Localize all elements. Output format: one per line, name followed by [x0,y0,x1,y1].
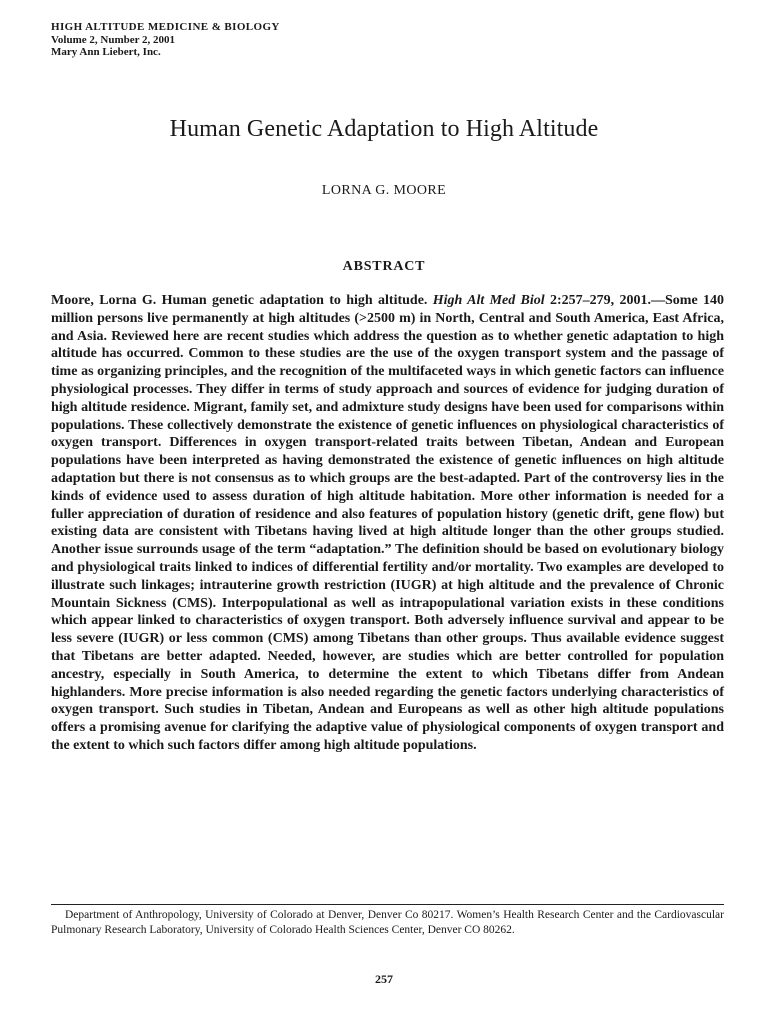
abstract-body: —Some 140 million persons live permanently at high altitudes (>2500 m) in North, Central and South America, East Africa, and Asia. Reviewed here are recent studies which address the question as to whether genetic adaptation to high altitude has occurred. Common to these studies are the use of the oxygen transport system and the passage of time as organizing principles, and the recognition of the multifaceted ways in which genetic factors can influence physiological processes. They differ in terms of study approach and sources of evidence for judging duration of high altitude residence. Migrant, family set, and admixture study designs have been used for comparisons within populations. These collectively demonstrate the existence of genetic influences on physiological characteristics of oxygen transport. Differences in oxygen transport-related traits between Tibetan, Andean and European populations have been interpreted as having demonstrated the existence of genetic influences on high altitude adaptation but there is not consensus as to which groups are the best-adapted. Part of the controversy lies in the kinds of evidence used to assess duration of high altitude habitation. More other information is needed for a fuller appreciation of duration of residence and also features of population history (genetic drift, gene flow) but existing data are consistent with Tibetans having lived at high altitude longer than the other groups studied. Another issue surrounds usage of the term “adaptation.” The definition should be based on evolutionary biology and physiological traits linked to indices of differential fertility and/or mortality. Two examples are developed to illustrate such linkages; intrauterine growth restriction (IUGR) at high altitude and the prevalence of Chronic Mountain Sickness (CMS). Interpopulational as well as intrapopulational variation exists in these conditions which appear linked to characteristics of oxygen transport. Both adversely influence survival and appear to be less severe (IUGR) or less common (CMS) among Tibetans than other groups. Thus available evidence suggest that Tibetans are better adapted. Needed, however, are studies which are better controlled for population ancestry, especially in South America, to determine the extent to which Tibetans differ from Andean highlanders. More precise information is also needed regarding the genetic factors underlying characteristics of oxygen transport. Such studies in Tibetan, Andean and Europeans as well as other high altitude populations offers a promising avenue for clarifying the adaptive value of physiological components of oxygen transport and the extent to which such factors differ among high altitude populations. [51,293,724,753]
abstract-citation-pages: 2:257–279, 2001. [544,293,651,308]
journal-header [51,21,280,59]
page-number: 257 [375,972,393,986]
abstract-heading: ABSTRACT [342,259,426,274]
journal-name: HIGH ALTITUDE MEDICINE & BIOLOGY [51,21,280,33]
journal-publisher: Mary Ann Liebert, Inc. [51,46,161,58]
footnote-divider [51,904,724,905]
article-title: Human Genetic Adaptation to High Altitude [169,116,599,142]
abstract-text [51,292,724,755]
article-author: LORNA G. MOORE [321,183,447,198]
journal-volume: Volume 2, Number 2, 2001 [51,33,176,46]
affiliation-footnote: Department of Anthropology, University of Colorado at Denver, Denver Co 80217. Women’s Health Research Center and the Cardiovascular Pulmonary Research Laboratory, University of Colorado Health Sciences Center, Denver CO 80262. [51,909,724,936]
abstract-citation-lead: Moore, Lorna G. Human genetic adaptation to high altitude. [51,293,433,308]
abstract-citation-journal: High Alt Med Biol [432,293,545,308]
